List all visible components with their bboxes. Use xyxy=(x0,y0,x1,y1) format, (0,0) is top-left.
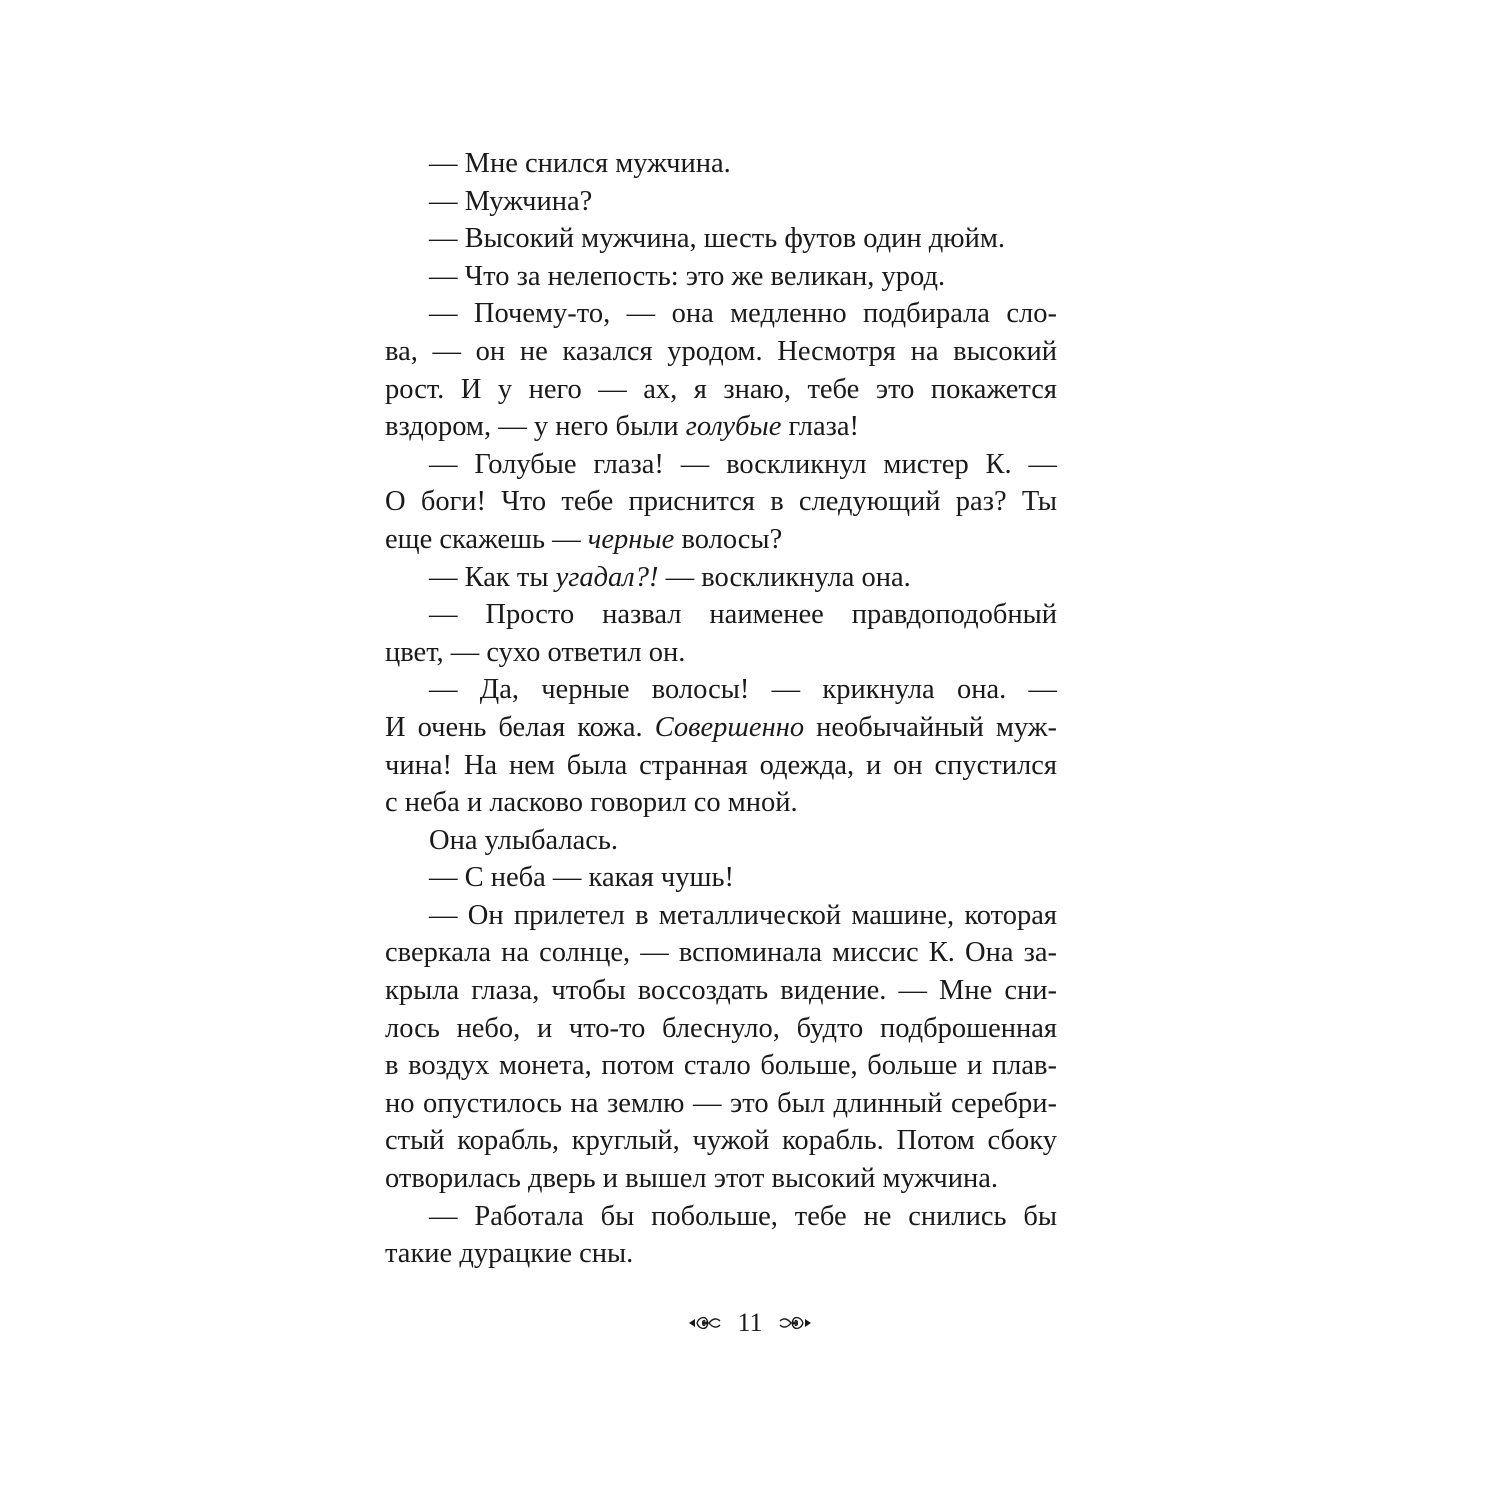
text-line xyxy=(385,521,1057,559)
text-line: отворилась дверь и вышел этот высокий мужчина. xyxy=(385,1163,998,1195)
text-line: — Что за нелепость: это же великан, урод. xyxy=(429,260,946,292)
text-line: но опустилось на землю — это был длинный серебри- xyxy=(385,1087,1057,1119)
text-run: волосы? xyxy=(674,523,783,555)
text-line xyxy=(385,559,1057,597)
text-line: стый корабль, круглый, чужой корабль. Потом сбоку xyxy=(385,1125,1057,1157)
body-text xyxy=(385,145,1057,1273)
text-run: — воскликнула она. xyxy=(658,561,911,593)
text-line: — Он прилетел в металлической машине, которая xyxy=(429,899,1057,931)
text-line: сверкала на солнце, — вспоминала миссис К. Она за- xyxy=(385,937,1057,969)
text-line: крыла глаза, чтобы воссоздать видение. — Мне сни- xyxy=(385,975,1057,1007)
text-line: — Голубые глаза! — воскликнул мистер К. — xyxy=(429,448,1057,480)
text-line: рост. И у него — ах, я знаю, тебе это покажется xyxy=(385,373,1057,405)
text-run: еще скажешь — xyxy=(385,523,588,555)
text-line: чина! На нем была странная одежда, и он спустился xyxy=(385,749,1057,781)
text-line: с неба и ласково говорил со мной. xyxy=(385,787,798,819)
italic-run: угадал?! xyxy=(555,561,659,593)
text-run: глаза! xyxy=(781,411,859,443)
text-line: О боги! Что тебе приснится в следующий раз? Ты xyxy=(385,486,1057,518)
text-line: — С неба — какая чушь! xyxy=(429,862,734,894)
text-line: — Работала бы побольше, тебе не снились бы xyxy=(429,1200,1057,1232)
text-run: вздором, — у него были xyxy=(385,411,686,443)
text-line xyxy=(385,408,1057,446)
italic-run: черные xyxy=(587,523,675,555)
text-line: лось небо, и что-то блеснуло, будто подброшенная xyxy=(385,1012,1057,1044)
text-line: Она улыбалась. xyxy=(429,824,619,856)
text-line: в воздух монета, потом стало больше, больше и плав- xyxy=(385,1050,1057,1082)
text-line: — Почему-то, — она медленно подбирала сло- xyxy=(429,298,1057,330)
text-line: цвет, — сухо ответил он. xyxy=(385,636,686,668)
text-line: такие дурацкие сны. xyxy=(385,1238,634,1270)
text-line: ва, — он не казался уродом. Несмотря на высокий xyxy=(385,335,1057,367)
page-footer xyxy=(0,1303,1500,1343)
text-run: необычайный муж- xyxy=(804,711,1057,743)
text-run: И очень белая кожа. xyxy=(385,711,655,743)
text-line: — Высокий мужчина, шесть футов один дюйм. xyxy=(429,223,1005,255)
text-run: — Как ты xyxy=(429,561,556,593)
ornament-left-icon xyxy=(687,1312,723,1334)
text-line xyxy=(385,709,1057,747)
italic-run: голубые xyxy=(685,411,782,443)
text-line: — Мужчина? xyxy=(429,185,593,217)
page-number: 11 xyxy=(737,1308,763,1337)
ornament-right-icon xyxy=(777,1312,813,1334)
text-line: — Просто назвал наименее правдоподобный xyxy=(429,599,1057,631)
text-line: — Мне снился мужчина. xyxy=(429,148,731,179)
text-line: — Да, черные волосы! — крикнула она. — xyxy=(429,674,1057,706)
italic-run: Совершенно xyxy=(654,711,805,743)
